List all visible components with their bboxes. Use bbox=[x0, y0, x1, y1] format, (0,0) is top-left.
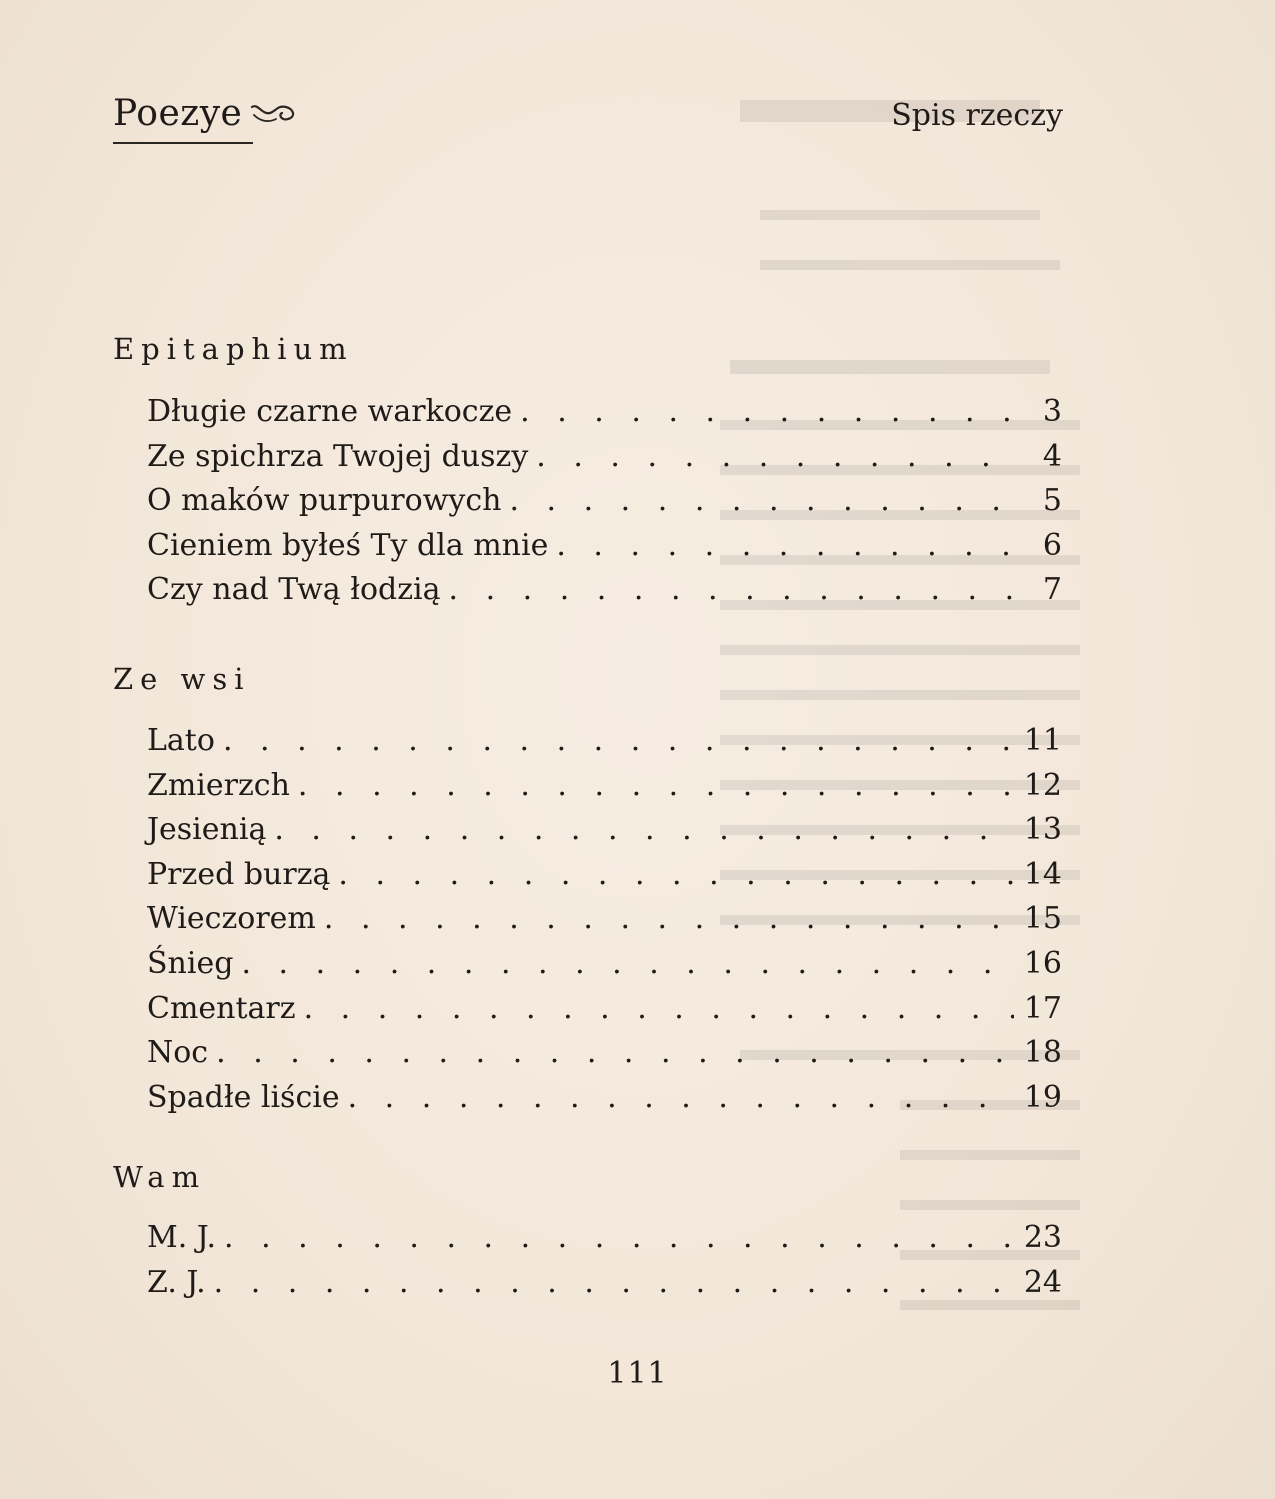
entry-title: Cieniem byłeś Ty dla mnie bbox=[147, 527, 549, 563]
dot-leader bbox=[216, 1031, 1014, 1075]
entry-page-number: 5 bbox=[1042, 483, 1062, 519]
toc-entry[interactable] bbox=[147, 764, 1062, 809]
toc-entry[interactable] bbox=[147, 390, 1062, 435]
toc-entry[interactable] bbox=[147, 1076, 1062, 1121]
entry-page-number: 3 bbox=[1042, 394, 1062, 429]
dot-leader bbox=[214, 1261, 1014, 1305]
entry-page-number: 24 bbox=[1023, 1264, 1062, 1300]
running-head-left bbox=[113, 92, 300, 138]
entry-title: Noc bbox=[147, 1035, 209, 1071]
dot-leader bbox=[536, 435, 1018, 479]
dot-leader bbox=[241, 942, 1013, 986]
dot-leader bbox=[274, 808, 1013, 852]
toc-section-wam bbox=[147, 1216, 1062, 1305]
entry-title: Z. J. bbox=[147, 1264, 206, 1300]
running-head bbox=[113, 92, 1063, 152]
entry-page-number: 4 bbox=[1042, 438, 1062, 474]
entry-title: Ze spichrza Twojej duszy bbox=[147, 438, 529, 474]
entry-title: Jesienią bbox=[147, 812, 267, 848]
toc-entry[interactable] bbox=[147, 524, 1062, 569]
section-title: Ze wsi bbox=[113, 662, 251, 696]
dot-leader bbox=[509, 479, 1018, 523]
entry-title: M. J. bbox=[147, 1220, 217, 1255]
fleuron-ornament-icon bbox=[248, 94, 300, 138]
toc-entry[interactable] bbox=[147, 942, 1062, 987]
toc-entry[interactable] bbox=[147, 1031, 1062, 1076]
entry-title: Śnieg bbox=[147, 945, 234, 981]
dot-leader bbox=[224, 1216, 1014, 1260]
entry-title: Czy nad Twą łodzią bbox=[147, 572, 441, 608]
running-head-right: Spis rzeczy bbox=[891, 98, 1063, 133]
entry-page-number: 14 bbox=[1023, 856, 1062, 892]
toc-section-ze-wsi bbox=[147, 719, 1062, 1120]
toc-entry[interactable] bbox=[147, 1261, 1062, 1306]
show-through-texture bbox=[700, 90, 1120, 1340]
section-title: Wam bbox=[113, 1160, 207, 1194]
entry-title: Wieczorem bbox=[147, 901, 316, 937]
dot-leader bbox=[348, 1076, 1014, 1120]
entry-page-number: 19 bbox=[1023, 1079, 1062, 1115]
toc-entry[interactable] bbox=[147, 568, 1062, 613]
dot-leader bbox=[298, 764, 1014, 808]
entry-title: O maków purpurowych bbox=[147, 483, 502, 519]
entry-title: Przed burzą bbox=[147, 856, 331, 892]
dot-leader bbox=[556, 524, 1018, 568]
entry-page-number: 18 bbox=[1023, 1035, 1062, 1071]
entry-title: Lato bbox=[147, 723, 215, 758]
toc-entry[interactable] bbox=[147, 897, 1062, 942]
entry-title: Cmentarz bbox=[147, 990, 296, 1026]
entry-page-number: 13 bbox=[1023, 812, 1062, 848]
entry-page-number: 7 bbox=[1042, 572, 1062, 608]
dot-leader bbox=[304, 987, 1014, 1031]
toc-section-epitaphium bbox=[147, 390, 1062, 613]
entry-page-number: 12 bbox=[1023, 767, 1062, 803]
dot-leader bbox=[338, 853, 1013, 897]
entry-page-number: 17 bbox=[1023, 990, 1062, 1026]
header-underline bbox=[113, 142, 253, 144]
toc-entry[interactable] bbox=[147, 853, 1062, 898]
entry-page-number: 16 bbox=[1023, 945, 1062, 981]
dot-leader bbox=[223, 719, 1014, 763]
entry-page-number: 11 bbox=[1023, 723, 1062, 758]
entry-page-number: 23 bbox=[1023, 1220, 1062, 1255]
toc-entry[interactable] bbox=[147, 987, 1062, 1032]
toc-entry[interactable] bbox=[147, 719, 1062, 764]
dot-leader bbox=[324, 897, 1014, 941]
page-number: 111 bbox=[607, 1356, 668, 1391]
entry-title: Spadłe liście bbox=[147, 1079, 340, 1115]
section-title: Epitaphium bbox=[113, 332, 354, 366]
toc-entry[interactable] bbox=[147, 1216, 1062, 1261]
dot-leader bbox=[449, 568, 1018, 612]
entry-title: Zmierzch bbox=[147, 767, 290, 803]
toc-entry[interactable] bbox=[147, 435, 1062, 480]
book-title: Poezye bbox=[113, 93, 243, 134]
entry-page-number: 15 bbox=[1023, 901, 1062, 937]
toc-entry[interactable] bbox=[147, 479, 1062, 524]
entry-title: Długie czarne warkocze bbox=[147, 394, 513, 429]
entry-page-number: 6 bbox=[1042, 527, 1062, 563]
toc-entry[interactable] bbox=[147, 808, 1062, 853]
dot-leader bbox=[520, 390, 1018, 434]
